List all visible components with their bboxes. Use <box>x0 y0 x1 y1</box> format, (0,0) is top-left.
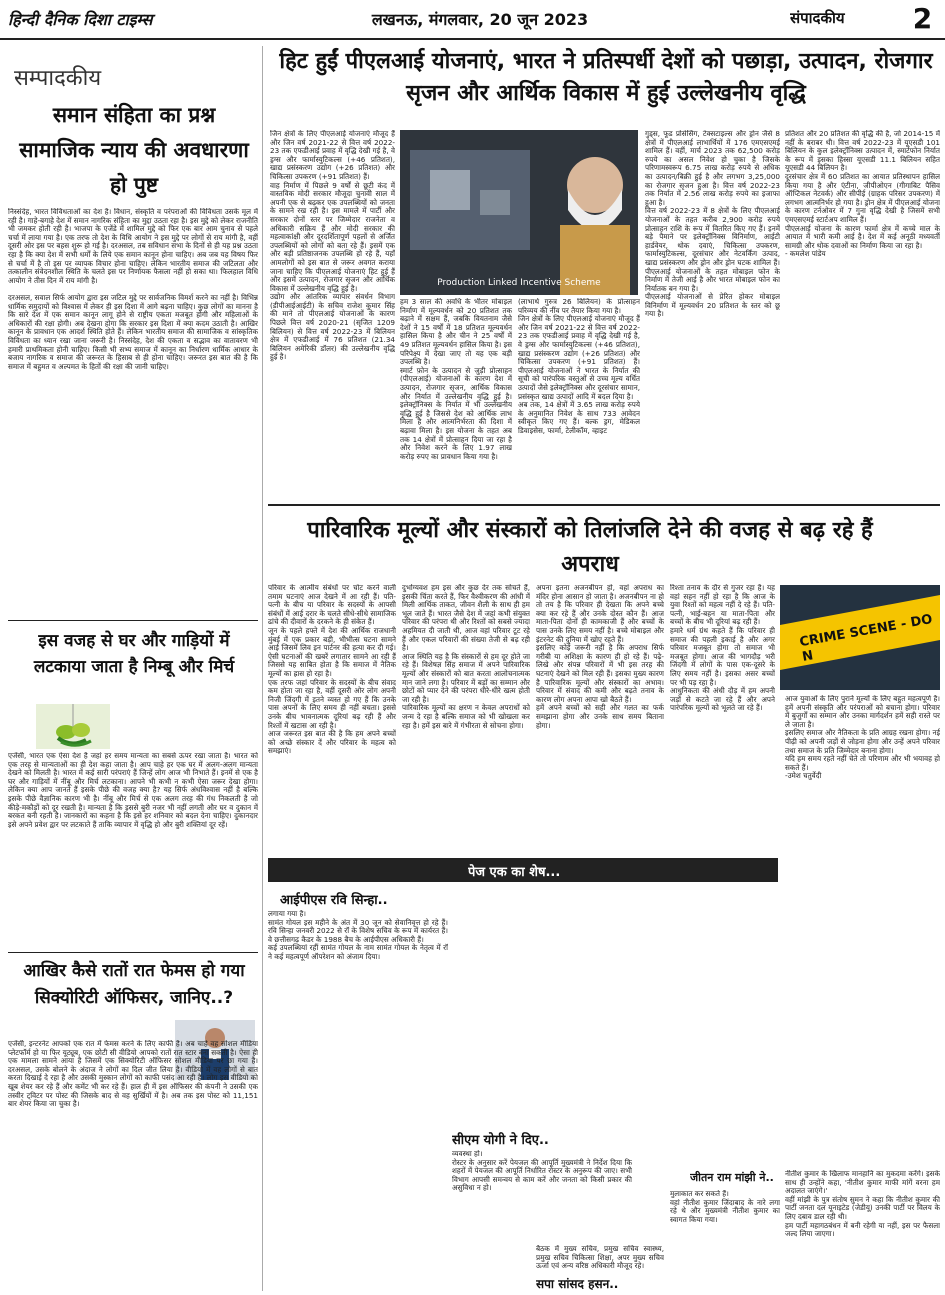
sp-mp-hasan-headline: सपा सांसद हसन.. <box>536 1277 619 1291</box>
masthead-bar <box>0 0 945 40</box>
lemon-chili-headline: इस वजह से घर और गाड़ियों में लटकाया जाता है निम्बू और मिर्च <box>33 631 235 677</box>
jitan-ram-manjhi-headline: जीतन राम मांझी ने.. <box>690 1171 774 1184</box>
masthead-dateline: लखनऊ, मंगलवार, 20 जून 2023 <box>371 10 589 29</box>
jitan-ram-manjhi-body: मुलाकात कर सकते हैं। वहां नीतीश कुमार जिंदाबाद के नारे लगा रहे थे और मुख्यमंत्री नीतीश कुमार का स्वागत किया गया। <box>670 1190 780 1224</box>
officer-body: एजेंसी, इन्टरनेट आपको एक रात में फेमस करने के लिए काफी है। अब चाहे वह सोशल मीडिया प्लेटफॉर्म हो या फिर यूट्यूब, एक छोटी सी वीडियो आपको रातों रात स्टार बना सकती है। ऐसा ही एक मामला सामने आया है जिसमें एक सिक्योरिटी ऑफिसर सोशल मीडिया पर छा गया है। दरअसल, उसके बोलने के अंदाज ने लोगों का दिल जीत लिया है। वीडियो में वह लोगों से बात करता दिखाई दे रहा है और उसकी मुस्कान लोगों को काफी पसंद आ रही है। लोग इस वीडियो को खूब शेयर कर रहे हैं और कमेंट भी कर रहे हैं। हाल ही में इस ऑफिसर की कंपनी ने उसकी एक तस्वीर ट्विटर पर पोस्ट की जिसके बाद से वह सुर्खियों में है। अब तक इस पोस्ट को 11,151 बार शेयर किया जा चुका है। <box>8 1040 258 1109</box>
jitan-ram-manjhi-continued: नीतीश कुमार के खिलाफ मानहानि का मुकदमा करेंगे। इसके साथ ही उन्होंने कहा, 'नीतीश कुमार माफी मांगें वरना हम अदालत जाएंगे।' वहीं मांझी के पुत्र संतोष सुमन ने कहा कि नीतीश कुमार की पार्टी जनता दल यूनाइटेड (जेडीयू) उनकी पार्टी पर विलय के लिए दबाव डाल रही थी। हम पार्टी महागठबंधन में बनी रहेगी या नहीं, इस पर फैसला जल्द लिया जाएगा। <box>785 1170 940 1239</box>
cm-yogi-body-continued: बैठक में मुख्य सचिव, प्रमुख सचिव स्वास्थ्य, प्रमुख सचिव चिकित्सा शिक्षा, अपर मुख्य सचिव ऊर्जा एवं अन्य वरिष्ठ अधिकारी मौजूद रहे। <box>536 1245 664 1271</box>
family-column-2: दुर्भाग्यवश हम इस और कुछ देर तक सोचते हैं, इसकी चिंता करते हैं, फिर वैश्वीकरण की आंधी में मिली आर्थिक ताकत, जीवन शैली के साथ ही हम भूल जाते हैं। भारत जैसे देश में जहां कभी संयुक्त परिवार की परंपरा थी और रिश्तों को सबसे ज्यादा अहमियत दी जाती थी, आज वहां परिवार टूट रहे हैं और एकल परिवारों की संख्या तेजी से बढ़ रही है। आज स्थिति यह है कि संस्कारों से हम दूर होते जा रहे हैं। विशेषज्ञ सिंह समाज में अपने पारिवारिक मूल्यों और संस्कारों को बात करता आलोचनात्मक मान जाने लगा है। परिवार में बड़ों का सम्मान और छोटों को प्यार देने की परंपरा धीरे-धीरे खत्म होती जा रही है। पारिवारिक मूल्यों का क्षरण न केवल अपराधों को जन्म दे रहा है बल्कि समाज को भी खोखला कर रहा है। हमें इस बारे में गंभीरता से सोचना होगा। <box>402 584 530 730</box>
pli-headline: हिट हुईं पीएलआई योजनाएं, भारत ने प्रतिस्पर्धी देशों को पछाड़ा, उत्पादन, रोजगार सृजन और आर्थिक विकास में हुई उल्लेखनीय वृद्धि <box>279 49 933 106</box>
masthead-section: संपादकीय <box>790 9 845 27</box>
pli-column-1: जिन क्षेत्रों के लिए पीएलआई योजनाएं मौजूद हैं और जिन वर्ष 2021-22 से वित्त वर्ष 2022-23 तक एफडीआई प्रवाह में वृद्धि देखी गई है, वे ड्रग्स और फार्मास्युटिकल्स (+46 प्रतिशत), खाद्य प्रसंस्करण उद्योग (+26 प्रतिशत) और चिकित्सा उपकरण (+91 प्रतिशत) हैं। वाह निर्माण में पिछले 9 वर्षों से छूटी कंद में वास्तविक मोदी सरकार मौजूदा चुनावी साल में अपनी एक से बढ़कर एक उपलब्धियों को जनता के सामने रख रही है। इस मामले में पार्टी और सरकार दोनों स्तर पर जिम्मेदार राजनेता व अधिकारी सक्रिय हैं और मोदी सरकार की महत्वाकांक्षी और दूरदर्शितापूर्ण पहलों से अर्जित उपलब्धियों को लोगों को बता रहे हैं। इसमें एक और बड़ी प्रतिष्ठाजनक उपलब्धि हो रहे हैं, यहाँ आमलोगों को इस बात से जरूर अवगत कराया जाना चाहिए कि पीएलआई योजनाएं हिट हुई हैं और इसमें उत्पादन, रोजगार सृजन और आर्थिक विकास में उल्लेखनीय वृद्धि हुई है। उद्योग और आंतरिक व्यापार संवर्धन विभाग (डीपीआईआईटी) के सचिव राजेश कुमार सिंह की माने तो पीएलआई योजनाओं के कारण पिछले वित्त वर्ष 2020-21 (सृजित 1209 बिलियन) से वित्त वर्ष 2022-23 में बिलियन क्षेत्र में एफडीआई में 76 प्रतिशत (21.34 बिलियन अमेरिकी डॉलर) की उल्लेखनीय वृद्धि हुई है। <box>270 130 395 362</box>
continued-banner-text: पेज एक का शेष... <box>468 865 561 880</box>
masthead-paper-name: हिन्दी दैनिक दिशा टाइम्स <box>8 10 153 29</box>
officer-headline: आखिर कैसे रातों रात फेमस हो गया सिक्योरिटी ऑफिसर, जानिए..? <box>23 961 245 1008</box>
divider <box>268 504 940 506</box>
masthead-page-number: 2 <box>912 2 933 35</box>
modi-pli-photo <box>400 130 638 295</box>
crime-scene-photo <box>780 585 940 690</box>
divider <box>8 952 258 953</box>
family-headline: पारिवारिक मूल्यों और संस्कारों को तिलांजलि देने की वजह से बढ़ रहे हैं अपराध <box>307 518 873 577</box>
lemon-chili-photo <box>36 704 110 749</box>
cm-yogi-body: व्यवस्था हो। रोस्टर के अनुसार करें पेयजल की आपूर्ति मुख्यमंत्री ने निर्देश दिया कि शहरों में पेयजल की आपूर्ति निर्धारित रोस्टर के अनुरूप की जाए। सभी विभाग आपसी समन्वय से काम करें और जनता को किसी प्रकार की असुविधा न हो। <box>452 1150 632 1193</box>
pli-column-4: गुड्स, फूड प्रोसेसिंग, टेक्सटाइल्स और ड्रोन जैसे 8 क्षेत्रों में पीएलआई लाभार्थियों में 176 एमएसएमई शामिल हैं। वहीं, मार्च 2023 तक 62,500 करोड़ रुपये का असल निवेश हो चुका है जिसके परिणामस्वरूप 6.75 लाख करोड़ रुपये से अधिक का उत्पादन/बिक्री हुई है और लगभग 3,25,000 का रोजगार सृजन हुआ है। वित्त वर्ष 2022-23 तक निर्यात में 2.56 लाख करोड़ रुपये का इजाफा हुआ है। वित्त वर्ष 2022-23 में 8 क्षेत्रों के लिए पीएलआई योजनाओं के तहत करीब 2,900 करोड़ रुपये प्रोत्साहन राशि के रूप में वितरित किए गए हैं। इनमें बड़े पैमाने पर इलेक्ट्रॉनिक्स विनिर्माण, आईटी हार्डवेयर, थोक दवाएं, चिकित्सा उपकरण, फार्मास्युटिकल्स, दूरसंचार और नेटवर्किंग उत्पाद, खाद्य प्रसंस्करण और ड्रोन और ड्रोन घटक शामिल हैं। पीएलआई योजनाओं के तहत मोबाइल फोन के निर्माण में तेजी आई है और भारत मोबाइल फोन का निर्यातक बन गया है। पीएलआई योजनाओं से प्रेरित होकर मोबाइल विनिर्माण में मूल्यवर्धन 20 प्रतिशत के स्तर को छू गया है। <box>645 130 780 319</box>
pli-column-2: हम 3 साल की अवधि के भीतर मोबाइल निर्माण में मूल्यवर्धन को 20 प्रतिशत तक बढ़ाने में सक्षम हैं, जबकि वियतनाम जैसे देशों ने 15 वर्षों में 18 प्रतिशत मूल्यवर्धन हासिल किया है और चीन ने 25 वर्षों में 49 प्रतिशत मूल्यवर्धन हासिल किया है। इस परिपेक्ष्य में देखा जाए तो यह एक बड़ी उपलब्धि है। स्मार्ट फ़ोन के उत्पादन से जुड़ी प्रोत्साहन (पीएलआई) योजनाओं के कारण देश में उत्पादन, रोजगार सृजन, आर्थिक विकास और निर्यात में उल्लेखनीय वृद्धि हुई है। इलेक्ट्रॉनिक्स के निर्यात में भी उल्लेखनीय वृद्धि हुई है जिससे देश को आर्थिक लाभ मिला है और आत्मनिर्भरता की दिशा में बढ़ावा मिला है। इस योजना के तहत अब तक 14 क्षेत्रों में प्रोत्साहन दिया जा रहा है और निवेश करने के लिए 1.97 लाख करोड़ रुपए का प्रावधान किया गया है। <box>400 298 512 461</box>
column-rule <box>262 46 263 1291</box>
continued-banner <box>268 858 778 882</box>
editorial-headline: समान संहिता का प्रश्न सामाजिक न्याय की अवधारणा हो पुष्ट <box>19 103 249 197</box>
pli-photo-caption: Production Linked Incentive Scheme <box>437 278 601 288</box>
divider <box>8 620 258 621</box>
family-column-5: आज युवाओं के लिए पुराने मूल्यों के लिए बहुत महत्वपूर्ण है। हमें अपनी संस्कृति और परंपराओं को बचाना होगा। परिवार में बुजुर्गों का सम्मान और उनका मार्गदर्शन हमें सही रास्ते पर ले जाता है। इसलिए समाज और नैतिकता के प्रति आग्रह रखना होगा। नई पीढ़ी को अपनी जड़ों से जोड़ना होगा और उन्हें अपने परिवार तथा समाज के प्रति जिम्मेदार बनाना होगा। यदि हम समय रहते नहीं चेते तो परिणाम और भी भयावह हो सकते हैं। -उमेश चतुर्वेदी <box>785 695 940 781</box>
editorial-body: निस्संदेह, भारत विविधताओं का देश है। विधान, संस्कृति व परंपराओं की विविधता उसके मूल में रही है। गाहे-बगाहे देश में समान नागरिक संहिता का मुद्दा उठता रहा है। इस मुद्दे को लेकर राजनीति भी जमकर होती रही है। भाजपा के एजेंडे में शामिल मुद्दे को फिर एक बार आम चुनाव से पहले चर्चा में लाया गया है। एक तरफ तो देश के विधि आयोग ने इस मुद्दे पर लोगों से राय मांगी है, वहीं दूसरी ओर इस पर बहस शुरू हो गई है। दरअसल, तब सविधान सभा के दिनों से ही यह प्रश्न उठता रहा है कि क्या देश में सभी धर्मों के लिये एक समान कानून होना चाहिए। अब जब यह विषय फिर से चर्चा में है तो इस पर व्यापक विचार होना चाहिए। लेकिन भारतीय समाज की जटिलता और तत्कालीन संवेदनशील स्थिति के चलते इस पर निर्णायक फैसला नहीं हो सका था। फिलहाल विधि आयोग ने तीस दिन में राय मांगी है। दरअसल, सवाल सिर्फ आयोग द्वारा इस जटिल मुद्दे पर सार्वजनिक विमर्श करने का नहीं है। विभिन्न धार्मिक समुदायों को विश्वास में लेकर ही इस दिशा में आगे बढ़ना चाहिए। कुछ लोगों का मानना है कि सारे देश में एक समान कानून लागू होने से राष्ट्रीय एकता मजबूत होगी और महिलाओं के अधिकारों की रक्षा होगी। अब देखना होगा कि सरकार इस दिशा में क्या कदम उठाती है। आखिर कानून के प्रावधान एक आदर्श स्थिति होते हैं। लेकिन भारतीय समाज की सामाजिक व सांस्कृतिक विविधता का ध्यान रखा जाना जरूरी है। निस्संदेह, देश की एकता व सद्भाव का वातावरण भी हमारी प्राथमिकता होनी चाहिए। किसी भी सभ्य समाज में कानून का निर्धारण धार्मिक आधार के बजाय नागरिक व समाज की जरूरत के हिसाब से ही होना चाहिए। जरूरत इस बात की है कि समाज में बहुमत व अल्पमत के हितों की रक्षा की जानी चाहिए। <box>8 208 258 371</box>
ips-ravi-sinha-headline: आईपीएस रवि सिन्हा.. <box>280 893 388 908</box>
pli-column-5: प्रतिशत और 20 प्रतिशत की वृद्धि की है, जो 2014-15 में नहीं के बराबर थी। वित्त वर्ष 2022-23 में यूएसडी 101 बिलियन के कुल इलेक्ट्रॉनिक्स उत्पादन में, स्मार्टफोन निर्यात के रूप में इसका हिस्सा यूएसडी 11.1 बिलियन सहित यूएसडी 44 बिलियन है। दूरसंचार क्षेत्र में 60 प्रतिशत का आयात प्रतिस्थापन हासिल किया गया है और एंटीना, जीपीओएन (गीगाबिट पैसिव ऑप्टिकल नेटवर्क) और सीपीई (ग्राहक परिसर उपकरण) में लगभग आत्मनिर्भर हो गया है। ड्रोन क्षेत्र में पीएलआई योजना के कारण टर्नओवर में 7 गुना वृद्धि देखी है जिसमें सभी एमएसएमई स्टार्टअप शामिल हैं। पीएलआई योजना के कारण फार्मा क्षेत्र में कच्चे माल के आयात में भारी कमी आई है। देश में कई अनूठी मध्यवर्ती सामग्री और थोक दवाओं का निर्माण किया जा रहा है। - कमलेश पांडेय <box>785 130 940 259</box>
section-label: सम्पादकीय <box>14 66 102 91</box>
family-column-4: रिश्ता तनाव के दौर से गुजर रहा है। यह वहां सहन नहीं हो रहा है कि आज के युवा रिश्तों को महत्व नहीं दे रहे हैं। पति-पत्नी, भाई-बहन या माता-पिता और बच्चों के बीच भी दूरियां बढ़ रही हैं। हमारे धर्म ग्रंथ कहते हैं कि परिवार ही समाज की पहली इकाई है और अगर परिवार मजबूत होगा तो समाज भी मजबूत होगा। आज की भागदौड़ भरी जिंदगी में लोगों के पास एक-दूसरे के लिए समय नहीं है। इसका असर बच्चों पर भी पड़ रहा है। आधुनिकता की अंधी दौड़ में हम अपनी जड़ों से कटते जा रहे हैं और अपने पारंपरिक मूल्यों को भूलते जा रहे हैं। <box>670 584 775 713</box>
lemon-chili-body: एजेंसी, भारत एक ऐसा देश है जहां हर समय मान्यता का सबसे ऊपर रखा जाता है। भारत को एक तरह से मान्यताओं का ही देश कहा जाता है। आप चाहे हर एक घर में अलग-अलग मान्यता देखने को मिलती है। भारत में कई सारी परंपराएं हैं जिन्हें लोग आज भी निभाते हैं। इनमें से एक है घर और गाड़ियों में नींबू और मिर्च लटकाना। आपने भी कभी न कभी ऐसा जरूर देखा होगा। लेकिन क्या आप जानते हैं इसके पीछे की वजह क्या है? यह सिर्फ अंधविश्वास नहीं है बल्कि इसके पीछे वैज्ञानिक कारण भी है। नींबू और मिर्च से एक अलग तरह की गंध निकलती है जो कीड़े-मकौड़ों को दूर रखती है। मान्यता है कि इससे बुरी नजर भी नहीं लगती और घर व दुकान में बरकत बनी रहती है। जानकारों का कहना है कि इसे हर शनिवार को बदल देना चाहिए। दुकानदार इसे अपने प्रवेश द्वार पर लटकाते हैं ताकि व्यापार में वृद्धि हो और बुरी शक्तियां दूर रहें। <box>8 752 258 829</box>
ips-ravi-sinha-body: लगाया गया है। सामंत गोयल इस महीने के अंत में 30 जून को सेवानिवृत्त हो रहे हैं। रवि सिन्हा जनवरी 2022 से रॉ के विशेष सचिव के रूप में कार्यरत हैं। वे छत्तीसगढ़ कैडर के 1988 बैच के आईपीएस अधिकारी हैं। कई उपलब्धियां रहीं सामंत गोयल के नाम सामंत गोयल के नेतृत्व में रॉ ने कई महत्वपूर्ण ऑपरेशन को अंजाम दिया। <box>268 910 448 961</box>
crime-scene-tape-text: CRIME SCENE - DO N <box>798 612 934 665</box>
cm-yogi-headline: सीएम योगी ने दिए.. <box>452 1133 549 1148</box>
pli-column-3: (लाभार्थ गुरुत्र 26 बिलियन) के प्रोत्साहन परिव्यय की नींव पर तैयार किया गया है। जिन क्षेत्रों के लिए पीएलआई योजनाएं मौजूद हैं और जिन वर्ष 2021-22 से वित्त वर्ष 2022-23 तक एफडीआई प्रवाह में वृद्धि देखी गई है, वे ड्रग्स और फार्मास्युटिकल्स (+46 प्रतिशत), खाद्य प्रसंस्करण उद्योग (+26 प्रतिशत) और चिकित्सा उपकरण (+91 प्रतिशत) हैं। पीएलआई योजनाओं ने भारत के निर्यात की सूची को पारंपरिक वस्तुओं से उच्च मूल्य वर्धित उत्पादों जैसे इलेक्ट्रॉनिक्स और दूरसंचार सामान, प्रसंस्कृत खाद्य उत्पादों आदि में बदल दिया है। अब तक, 14 क्षेत्रों में 3.65 लाख करोड़ रुपये के अनुमानित निवेश के साथ 733 आवेदन स्वीकृत किए गए हैं। बल्क ड्रग, मेडिकल डिवाइसेस, फार्मा, टेलीकॉम, व्हाइट <box>518 298 640 435</box>
family-column-3: अपना इतना अजनबीपन हो, वहां अपराध का मंदिर होना आसान हो जाता है। अजनबीपन ना हो तो तय है कि परिवार ही देखता कि अपने बच्चे क्या कर रहे हैं और उनके दोस्त कौन हैं। आज माता-पिता दोनों ही कामकाजी हैं और बच्चों के पास उनके लिए समय नहीं है। बच्चे मोबाइल और इंटरनेट की दुनिया में खोए रहते हैं। इसलिए कोई जरूरी नहीं है कि अपराध सिर्फ गरीबी या अशिक्षा के कारण ही हो रहे हैं। पढ़े-लिखे और संपन्न परिवारों में भी इस तरह की घटनाएं देखने को मिल रही हैं। इसका मुख्य कारण है पारिवारिक मूल्यों और संस्कारों का अभाव। परिवार में संवाद की कमी और बढ़ते तनाव के कारण लोग अपना आपा खो बैठते हैं। हमें अपने बच्चों को सही और गलत का फर्क समझाना होगा और उनके साथ समय बिताना होगा। <box>536 584 664 730</box>
family-column-1: परिवार के आत्मीय संबंधों पर चोट करने वाली तमाम घटनाएं आज देखने में आ रही हैं। पति-पत्नी के बीच या परिवार के सदस्यों के आपसी संबंधों में आई दरार के चलते सीधे-सीधे सामाजिक ढांचे की दीवारों के दरकने के ही संकेत हैं। जून के पहले हफ्ते में देश की आर्थिक राजधानी मुंबई में एक प्रकार बड़ी, भीभीत्स घटना सामने आई जिसमें लिव इन पार्टनर की हत्या कर दी गई। ऐसी घटनाओं की खबरें लगातार सामने आ रही हैं जिससे यह साबित होता है कि समाज में नैतिक मूल्यों का ह्रास हो रहा है। एक तरफ जहां परिवार के सदस्यों के बीच संवाद कम होता जा रहा है, वहीं दूसरी ओर लोग अपनी निजी जिंदगी में इतने व्यस्त हो गए हैं कि उनके पास अपनों के लिए समय ही नहीं बचता। इससे उनके बीच भावनात्मक दूरियां बढ़ रही हैं और रिश्तों में खटास आ रही है। आज जरूरत इस बात की है कि हम अपने बच्चों को अच्छे संस्कार दें और परिवार के महत्व को समझाएं। <box>268 584 396 756</box>
